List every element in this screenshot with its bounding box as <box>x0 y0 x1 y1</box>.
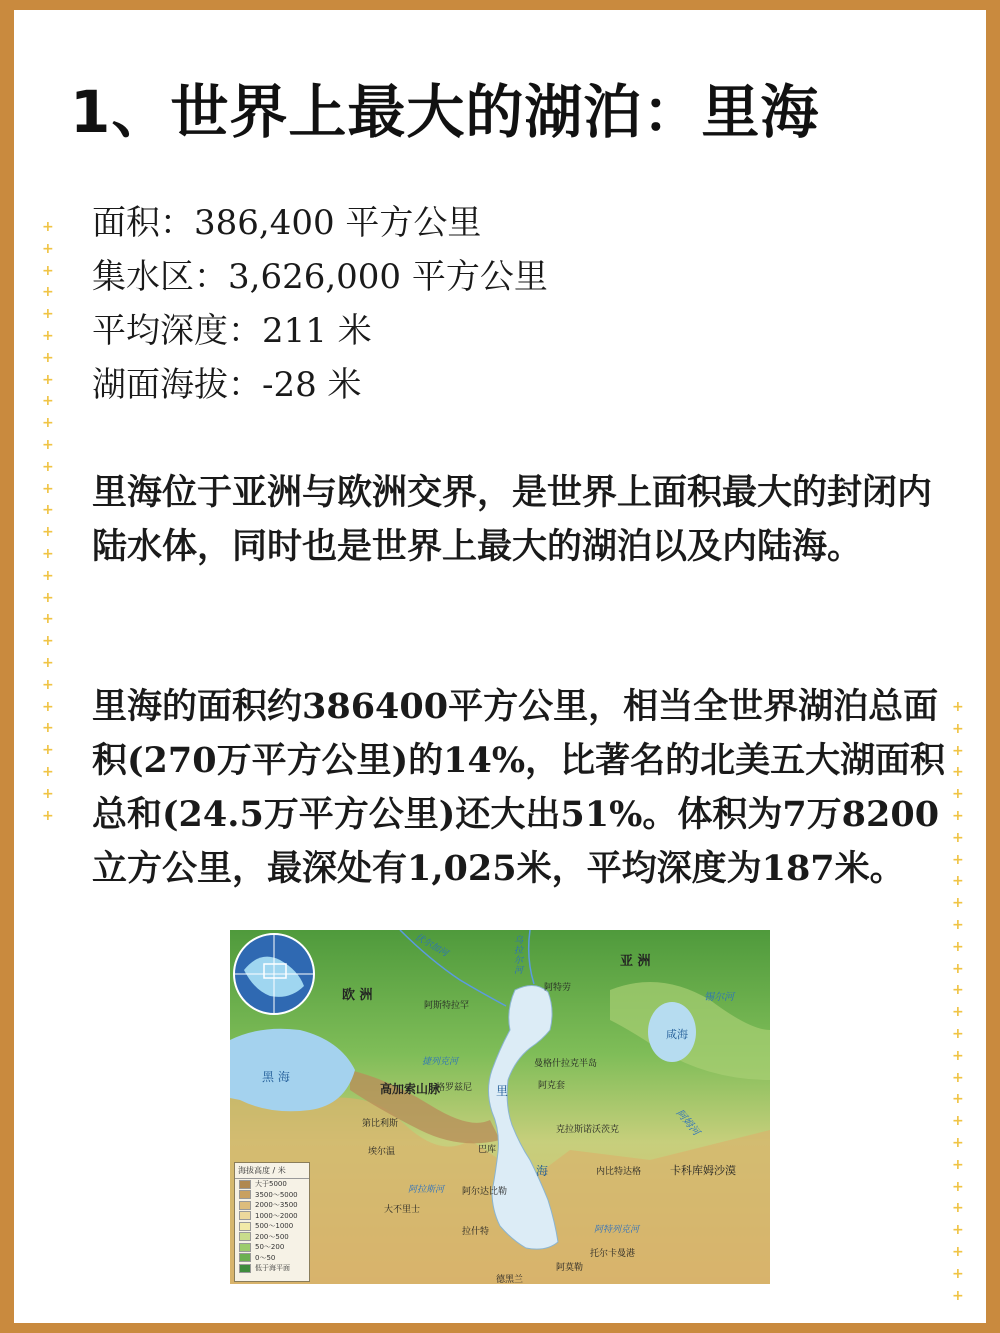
legend-row <box>235 1242 309 1253</box>
decorative-dot: + <box>952 699 964 715</box>
decorative-dot: + <box>42 393 54 410</box>
decorative-dot: + <box>952 1091 964 1108</box>
decorative-dot: + <box>952 720 964 737</box>
decorative-dot: + <box>42 240 54 257</box>
legend-swatch <box>239 1232 251 1241</box>
decorative-dot: + <box>42 502 54 519</box>
map-city-yerevan: 埃尔温 <box>368 1147 396 1157</box>
decorative-dot: + <box>42 328 54 344</box>
decorative-dot: + <box>952 982 964 999</box>
decorative-dot: + <box>952 808 964 824</box>
decorative-dot: + <box>952 786 964 803</box>
decorative-dot: + <box>42 611 54 628</box>
legend-swatch <box>239 1180 251 1189</box>
map-label-black-sea: 黑 海 <box>262 1070 290 1084</box>
map-label-caspian-hai: 海 <box>536 1164 549 1178</box>
map-city-astrakhan: 阿斯特拉罕 <box>424 1001 470 1011</box>
decorative-dot: + <box>42 546 54 562</box>
decorative-dot: + <box>42 807 54 824</box>
decorative-dot: + <box>952 1026 964 1042</box>
decorative-dot: + <box>42 633 54 650</box>
page-title: 1、世界上最大的湖泊：里海 <box>70 78 820 146</box>
stats-list <box>92 196 548 412</box>
decorative-dot: + <box>42 698 54 715</box>
legend-row <box>235 1253 309 1264</box>
decorative-dot: + <box>952 1200 964 1217</box>
decorative-dot: + <box>42 742 54 759</box>
legend-label: 大于5000 <box>255 1180 287 1189</box>
map-label-volga: 伏尔加河 <box>413 932 450 960</box>
legend-label: 50～200 <box>255 1243 285 1252</box>
decorative-dot: + <box>42 262 54 279</box>
map-label-atrek: 阿特列克河 <box>594 1225 640 1235</box>
map-city-tabriz: 大不里士 <box>384 1205 421 1215</box>
legend-label: 500～1000 <box>255 1222 294 1231</box>
map-city-atyrau: 阿特劳 <box>544 983 572 993</box>
legend-row <box>235 1221 309 1232</box>
decorative-dot: + <box>42 437 54 453</box>
map-city-mangyshlak: 曼格什拉克半岛 <box>534 1059 598 1069</box>
decorative-dot: + <box>42 524 54 541</box>
map-city-ardabil: 阿尔达比勒 <box>462 1187 508 1197</box>
legend-row <box>235 1232 309 1243</box>
map-city-nebit-dag: 内比特达格 <box>596 1167 642 1177</box>
decorative-dot: + <box>42 655 54 671</box>
decorative-dot: + <box>952 742 964 759</box>
legend-row <box>235 1263 309 1274</box>
decorative-dot: + <box>952 873 964 890</box>
legend-swatch <box>239 1222 251 1231</box>
decorative-dot: + <box>952 917 964 933</box>
decorative-dot: + <box>42 589 54 606</box>
legend-label: 3500～5000 <box>255 1190 298 1199</box>
stat-avg-depth: 平均深度：211 米 <box>92 311 372 351</box>
map-label-terek: 捷列克河 <box>422 1057 459 1067</box>
decorative-dot: + <box>952 1135 964 1151</box>
decorative-dot: + <box>952 1069 964 1086</box>
decorative-dot: + <box>42 764 54 780</box>
legend-title: 海拔高度 / 米 <box>235 1163 309 1179</box>
decorative-dot: + <box>42 785 54 802</box>
paragraph-detail: 里海的面积约386400平方公里，相当全世界湖泊总面积(270万平方公里)的14%，比著名的北美五大湖面积总和(24.5万平方公里)还大出51%。体积为7万8200立方公里，最深处有1,025米，平均深度为187米。 <box>92 686 946 889</box>
stat-elevation: 湖面海拔：-28 米 <box>92 365 362 405</box>
paragraph-intro: 里海位于亚洲与欧洲交界，是世界上面积最大的封闭内陆水体，同时也是世界上最大的湖泊以及内陆海。 <box>92 472 933 567</box>
legend-swatch <box>239 1211 251 1220</box>
map-city-baku: 巴库 <box>478 1145 497 1155</box>
map-label-ural: 乌拉尔河 <box>514 936 524 976</box>
decorative-dot: + <box>42 458 54 475</box>
decorative-dot: + <box>42 480 54 497</box>
page-card <box>14 10 986 1323</box>
decorative-dot: + <box>952 938 964 955</box>
caspian-sea-map <box>230 930 770 1284</box>
map-label-aral-sea: 咸海 <box>666 1028 688 1041</box>
map-label-europe: 欧 洲 <box>342 988 373 1003</box>
decorative-dot: + <box>42 415 54 432</box>
decorative-dot: + <box>42 567 54 584</box>
legend-row <box>235 1179 309 1190</box>
map-label-amu: 阿姆河 <box>673 1107 702 1138</box>
legend-label: 1000～2000 <box>255 1211 298 1220</box>
decorative-dot: + <box>952 1244 964 1260</box>
map-label-caucasus: 高加索山脉 <box>380 1082 441 1096</box>
legend-label: 200～500 <box>255 1232 289 1241</box>
map-city-krasnovodsk: 克拉斯诺沃茨克 <box>556 1125 620 1135</box>
decorative-dot: + <box>42 720 54 737</box>
decorative-dot: + <box>42 676 54 693</box>
map-label-araks: 阿拉斯河 <box>408 1185 445 1195</box>
decorative-dot: + <box>952 1265 964 1282</box>
map-city-amol: 阿莫勒 <box>556 1263 584 1273</box>
map-label-asia: 亚 洲 <box>620 954 651 969</box>
decorative-dot: + <box>952 1222 964 1239</box>
map-city-tbilisi: 第比利斯 <box>362 1119 399 1129</box>
legend-label: 2000～3500 <box>255 1201 298 1210</box>
decorative-dot: + <box>42 219 54 235</box>
legend-swatch <box>239 1190 251 1199</box>
map-legend <box>234 1162 310 1282</box>
decorative-dot: + <box>42 349 54 366</box>
decorative-dot: + <box>42 284 54 301</box>
legend-row <box>235 1211 309 1222</box>
map-city-turkmenbashi: 托尔卡曼港 <box>590 1249 636 1259</box>
map-city-aktau: 阿克套 <box>538 1081 566 1091</box>
legend-row <box>235 1190 309 1201</box>
map-city-grozny: 格罗兹尼 <box>436 1083 473 1093</box>
decorative-dot: + <box>952 1113 964 1130</box>
map-city-rasht: 拉什特 <box>462 1227 490 1237</box>
stat-catchment: 集水区：3,626,000 平方公里 <box>92 257 548 297</box>
legend-label: 0～50 <box>255 1253 276 1262</box>
decorative-dot: + <box>42 371 54 388</box>
legend-swatch <box>239 1253 251 1262</box>
decorative-dot: + <box>952 1047 964 1064</box>
decorative-dot: + <box>952 1178 964 1195</box>
map-label-caspian-li: 里 <box>496 1084 509 1098</box>
decorative-dot: + <box>952 851 964 868</box>
decorative-dot: + <box>952 960 964 977</box>
stat-area: 面积：386,400 平方公里 <box>92 203 482 243</box>
decorative-dot: + <box>952 895 964 912</box>
map-city-tehran: 德黑兰 <box>496 1275 524 1285</box>
decorative-dot: + <box>42 306 54 323</box>
decorative-dot: + <box>952 1004 964 1021</box>
legend-swatch <box>239 1243 251 1252</box>
map-label-syr: 锡尔河 <box>704 992 734 1003</box>
legend-label: 低于海平面 <box>255 1264 290 1273</box>
decorative-dot: + <box>952 829 964 846</box>
legend-swatch <box>239 1201 251 1210</box>
legend-row <box>235 1200 309 1211</box>
legend-swatch <box>239 1264 251 1273</box>
decorative-dot: + <box>952 1287 964 1304</box>
decorative-dot: + <box>952 1156 964 1173</box>
map-label-karakum: 卡科库姆沙漠 <box>670 1164 736 1177</box>
decorative-dot: + <box>952 764 964 781</box>
